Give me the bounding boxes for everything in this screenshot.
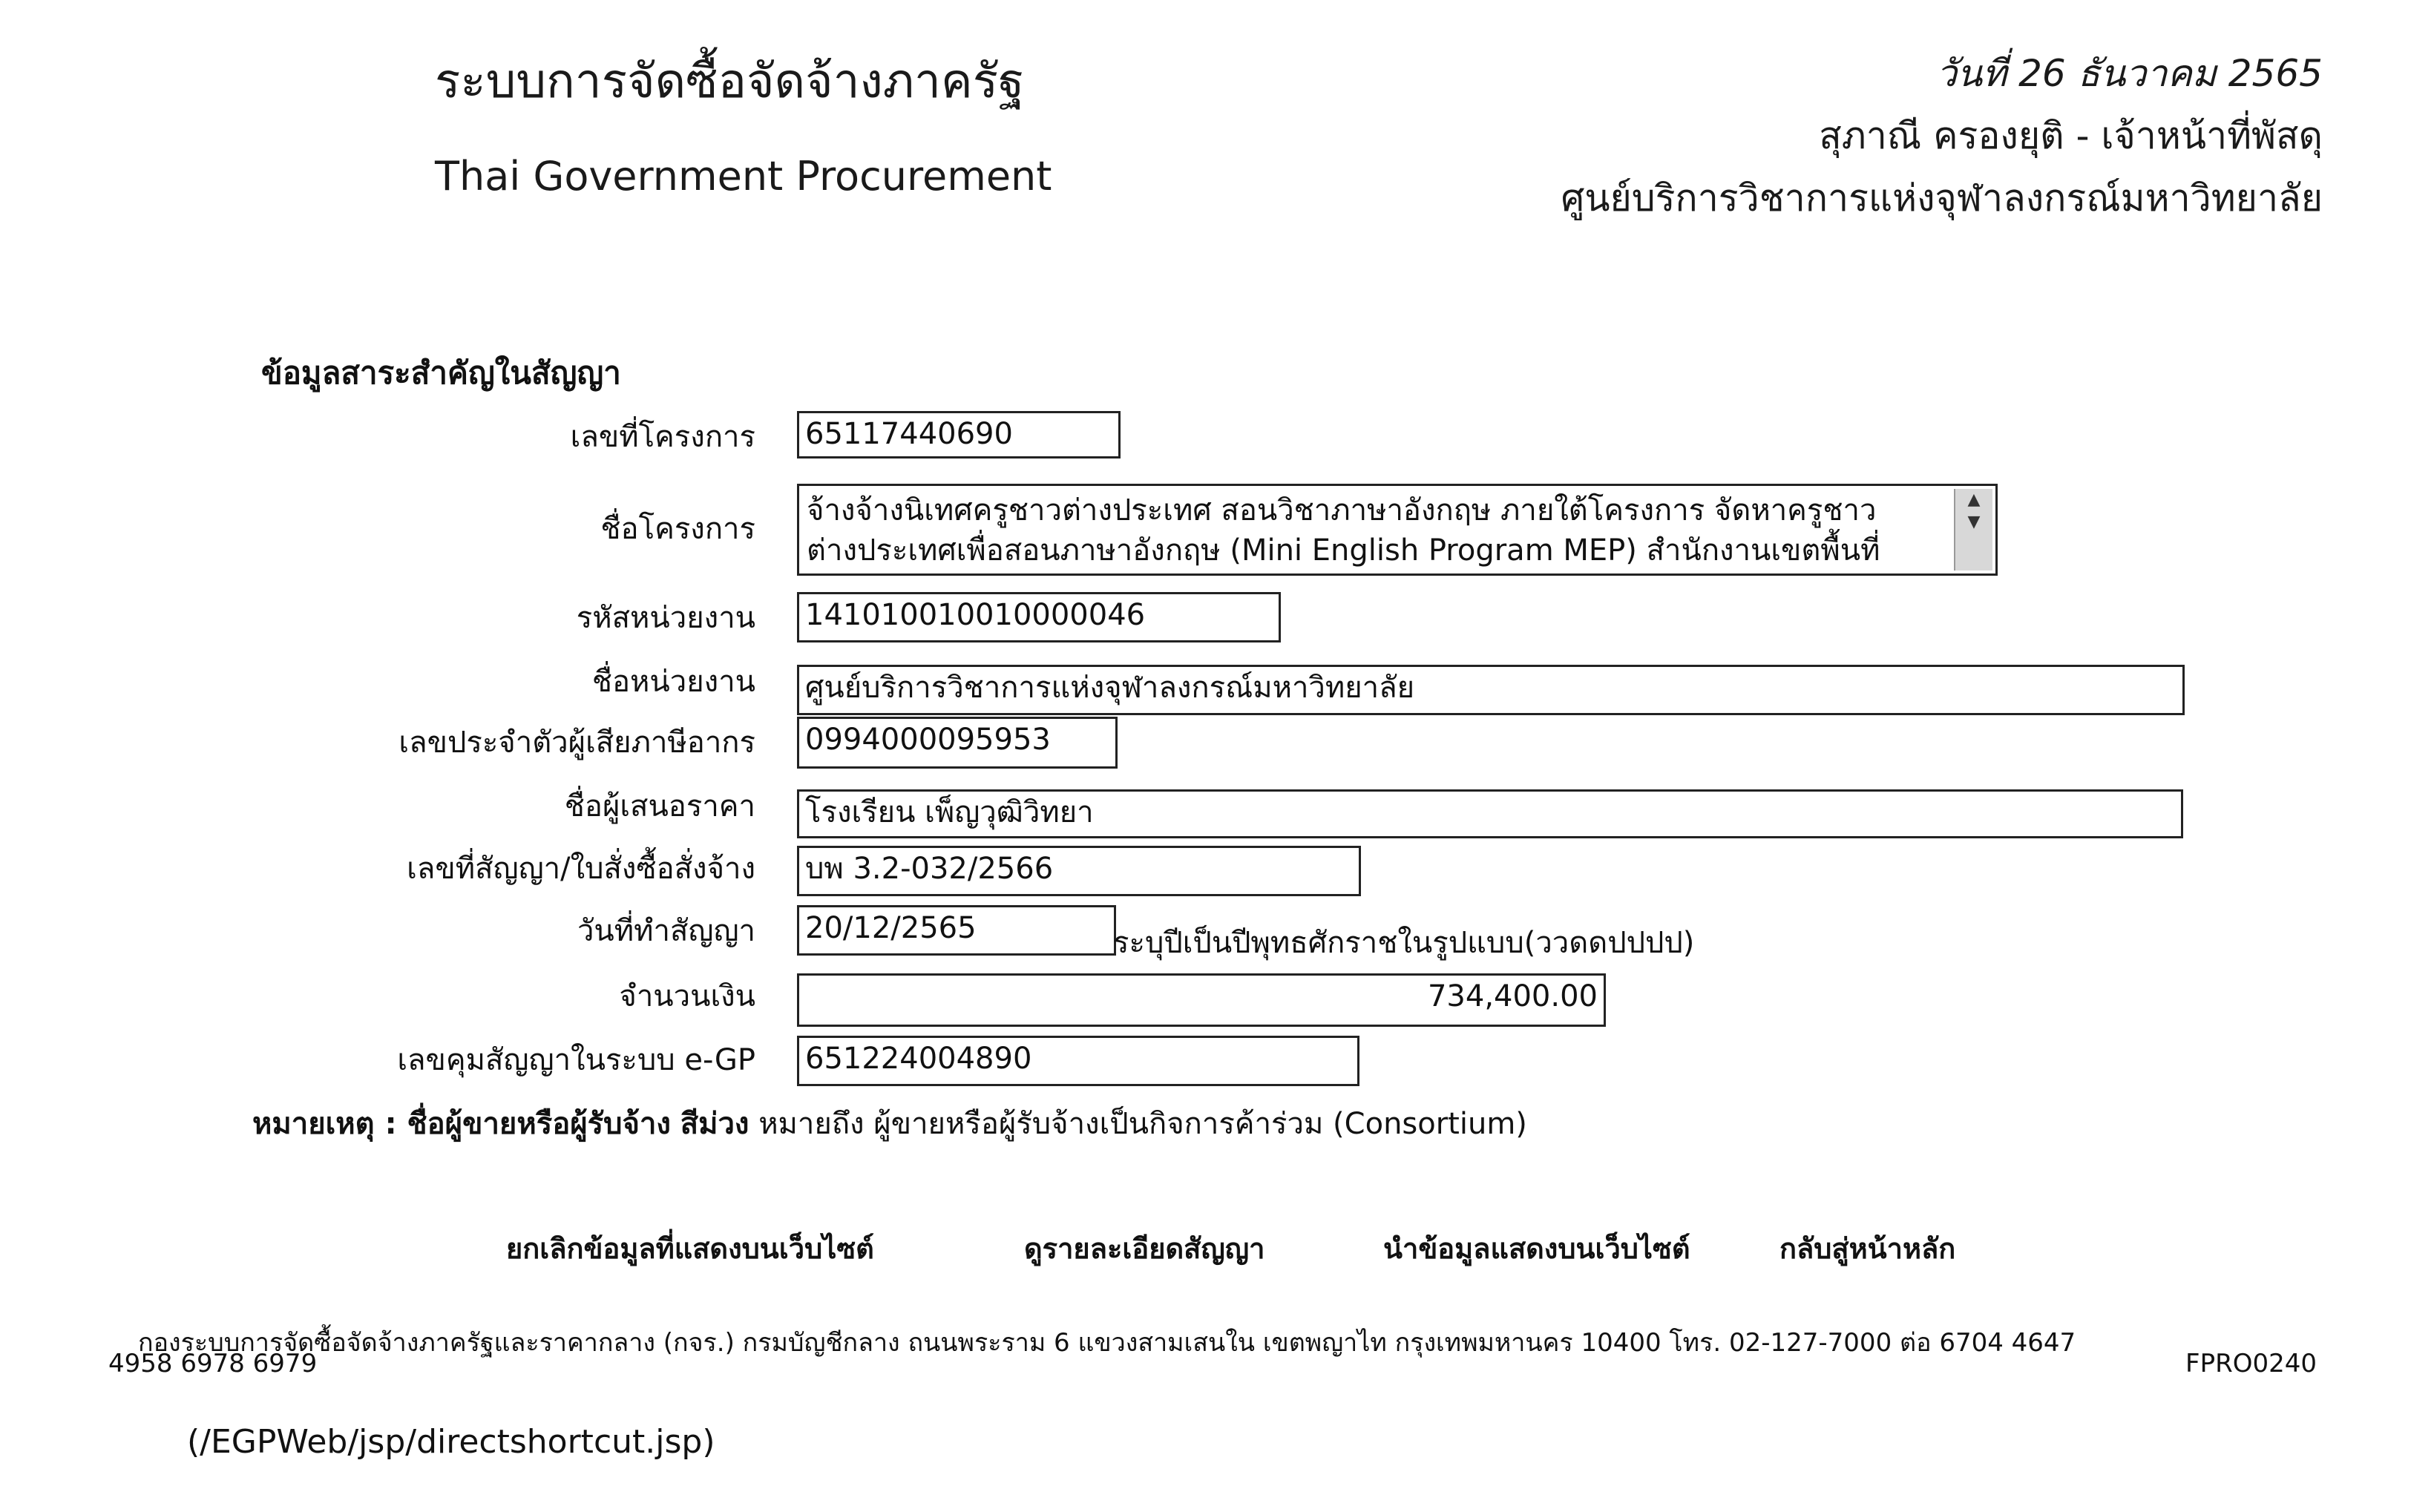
contract-date-label: วันที่ทำสัญญา: [577, 914, 755, 948]
system-title-th: ระบบการจัดซื้อจัดจ้างภาครัฐ: [435, 54, 1025, 109]
contract-no-label: เลขที่สัญญา/ใบสั่งซื้อสั่งจ้าง: [407, 852, 755, 886]
view-contract-detail-link[interactable]: ดูรายละเอียดสัญญา: [1024, 1232, 1265, 1265]
project-name-line-2: ต่างประเทศเพื่อสอนภาษาอังกฤษ (Mini English Program MEP) สำนักงานเขตพื้นที่: [807, 533, 1880, 568]
header-organization: ศูนย์บริการวิชาการแห่งจุฬาลงกรณ์มหาวิทยาลัย: [1561, 177, 2323, 220]
contract-date-hint: ระบุปีเป็นปีพุทธศักราชในรูปแบบ(ววดดปปปป): [1113, 926, 1695, 960]
consortium-note: [252, 1100, 1527, 1147]
agency-code-label: รหัสหน่วยงาน: [576, 601, 755, 635]
publish-to-website-link[interactable]: นำข้อมูลแสดงบนเว็บไซต์: [1383, 1232, 1690, 1265]
note-prefix: หมายเหตุ : ชื่อผู้ขายหรือผู้รับจ้าง: [252, 1107, 671, 1141]
project-name-textarea[interactable]: [797, 484, 1998, 576]
project-name-scrollbar[interactable]: [1954, 489, 1992, 571]
scroll-up-arrow-icon[interactable]: ▲: [1967, 490, 1981, 509]
agency-code-field[interactable]: 141010010010000046: [797, 592, 1281, 642]
amount-field[interactable]: 734,400.00: [797, 973, 1606, 1027]
egp-control-no-label: เลขคุมสัญญาในระบบ e-GP: [397, 1043, 755, 1077]
page-url: (/EGPWeb/jsp/directshortcut.jsp): [187, 1423, 715, 1461]
note-suffix: หมายถึง ผู้ขายหรือผู้รับจ้างเป็นกิจการค้าร่วม (Consortium): [758, 1107, 1527, 1141]
project-no-label: เลขที่โครงการ: [570, 420, 755, 454]
tax-id-label: เลขประจำตัวผู้เสียภาษีอากร: [398, 726, 755, 760]
project-name-label: ชื่อโครงการ: [600, 512, 755, 546]
footer-address-line-2: 4958 6978 6979: [108, 1349, 318, 1378]
back-to-home-link[interactable]: กลับสู่หน้าหลัก: [1779, 1232, 1956, 1265]
project-name-line-1: จ้างจ้างนิเทศครูชาวต่างประเทศ สอนวิชาภาษาอังกฤษ ภายใต้โครงการ จัดหาครูชาว: [807, 493, 1877, 527]
system-title-en: Thai Government Procurement: [435, 153, 1052, 200]
section-title: ข้อมูลสาระสำคัญในสัญญา: [261, 355, 621, 391]
bidder-name-field[interactable]: โรงเรียน เพ็ญวุฒิวิทยา: [797, 789, 2183, 838]
tax-id-field[interactable]: 0994000095953: [797, 717, 1118, 769]
header-date: วันที่ 26 ธันวาคม 2565: [1935, 52, 2323, 95]
page-code: FPRO0240: [2185, 1349, 2317, 1378]
contract-date-field[interactable]: 20/12/2565: [797, 905, 1116, 956]
egp-control-no-field[interactable]: 651224004890: [797, 1036, 1359, 1086]
contract-no-field[interactable]: บพ 3.2-032/2566: [797, 846, 1361, 896]
agency-name-field[interactable]: ศูนย์บริการวิชาการแห่งจุฬาลงกรณ์มหาวิทยาลัย: [797, 665, 2185, 715]
project-name-text: [807, 490, 1943, 571]
cancel-display-link[interactable]: ยกเลิกข้อมูลที่แสดงบนเว็บไซต์: [506, 1232, 874, 1265]
amount-label: จำนวนเงิน: [619, 979, 755, 1013]
project-no-field[interactable]: 65117440690: [797, 411, 1121, 458]
footer-address-line-1: กองระบบการจัดซื้อจัดจ้างภาครัฐและราคากลาง (กจร.) กรมบัญชีกลาง ถนนพระราม 6 แขวงสามเสนใน เขตพญาไท กรุงเทพมหานคร 10400 โทร. 02-127-7000 ต่อ 6704 4647: [138, 1328, 2076, 1358]
note-highlight: สีม่วง: [680, 1107, 749, 1141]
agency-name-label: ชื่อหน่วยงาน: [591, 665, 755, 699]
scroll-down-arrow-icon[interactable]: ▼: [1967, 513, 1981, 531]
header-user: สุภาณี ครองยุติ - เจ้าหน้าที่พัสดุ: [1819, 114, 2323, 157]
bidder-name-label: ชื่อผู้เสนอราคา: [564, 789, 755, 824]
